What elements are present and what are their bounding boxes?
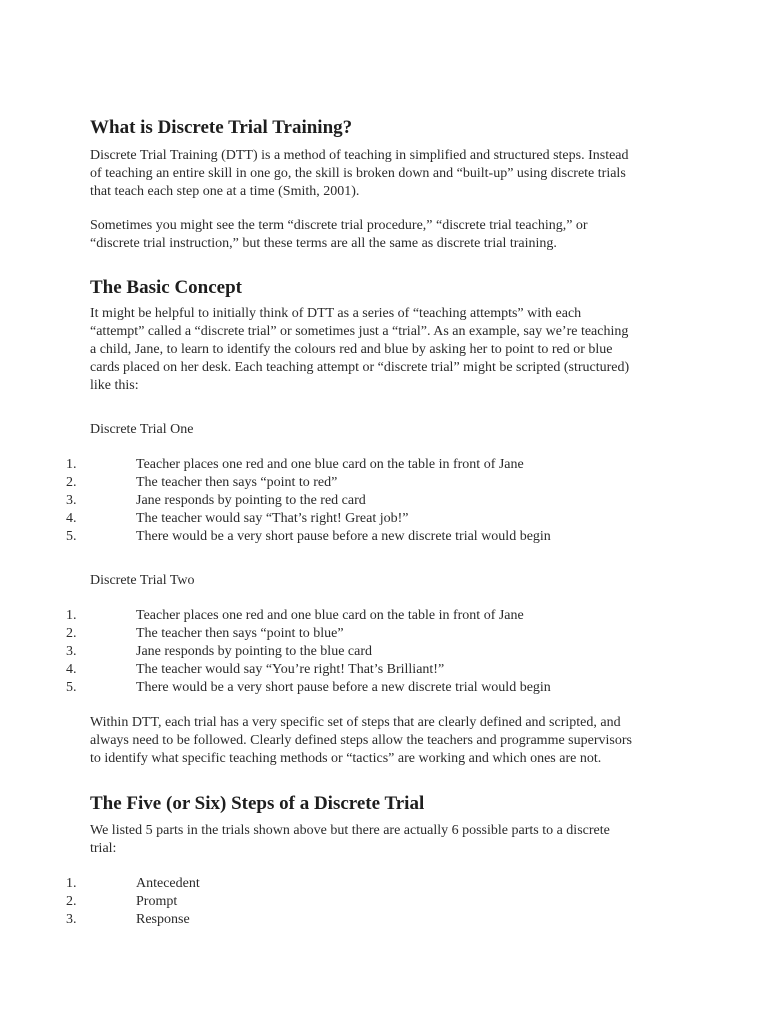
text-line: cards placed on her desk. Each teaching attempt or “discrete trial” might be scripted (structured) (90, 360, 630, 375)
list-item (0, 474, 768, 492)
list-number: 1. (66, 608, 77, 623)
text-line: Within DTT, each trial has a very specific set of steps that are clearly defined and scripted, and (90, 715, 621, 730)
list-item (0, 893, 768, 911)
list-text: Jane responds by pointing to the red card (136, 493, 366, 508)
trial-one-list (0, 456, 768, 546)
list-number: 2. (66, 475, 77, 490)
text-line: Discrete Trial Training (DTT) is a method of teaching in simplified and structured steps. Instead (90, 148, 629, 163)
list-item (0, 510, 768, 528)
trial-one-title: Discrete Trial One (90, 422, 194, 437)
text-line: We listed 5 parts in the trials shown above but there are actually 6 possible parts to a discrete (90, 823, 610, 838)
list-item (0, 875, 768, 893)
list-text: Teacher places one red and one blue card on the table in front of Jane (136, 457, 524, 472)
list-text: Jane responds by pointing to the blue card (136, 644, 373, 659)
list-text: The teacher then says “point to blue” (136, 626, 344, 641)
list-item (0, 625, 768, 643)
text-line: Sometimes you might see the term “discrete trial procedure,” “discrete trial teaching,” or (90, 218, 588, 233)
text-line: always need to be followed. Clearly defined steps allow the teachers and programme supervisors (90, 733, 632, 748)
list-number: 3. (66, 644, 77, 659)
list-item (0, 643, 768, 661)
text-line: a child, Jane, to learn to identify the colours red and blue by asking her to point to red or blue (90, 342, 613, 357)
paragraph-dtt-definition (90, 147, 690, 201)
list-number: 4. (66, 662, 77, 677)
heading-basic-concept: The Basic Concept (90, 277, 242, 298)
list-text: There would be a very short pause before a new discrete trial would begin (136, 529, 551, 544)
heading-what-is-dtt: What is Discrete Trial Training? (90, 117, 353, 138)
text-line: It might be helpful to initially think of DTT as a series of “teaching attempts” with each (90, 306, 582, 321)
list-item (0, 492, 768, 510)
list-text: The teacher then says “point to red” (136, 475, 338, 490)
list-number: 1. (66, 876, 77, 891)
trial-two-list (0, 607, 768, 697)
paragraph-parts-intro (90, 822, 690, 858)
list-number: 3. (66, 493, 77, 508)
paragraph-basic-concept (90, 305, 690, 395)
list-item (0, 528, 768, 546)
list-text: Prompt (136, 894, 178, 909)
list-number: 5. (66, 680, 77, 695)
text-line: that teach each step one at a time (Smith, 2001). (90, 184, 360, 199)
heading-five-six-steps: The Five (or Six) Steps of a Discrete Trial (90, 793, 425, 814)
list-text: The teacher would say “That’s right! Great job!” (136, 511, 409, 526)
list-text: The teacher would say “You’re right! That’s Brilliant!” (136, 662, 445, 677)
list-item (0, 911, 768, 929)
list-text: There would be a very short pause before a new discrete trial would begin (136, 680, 551, 695)
list-number: 1. (66, 457, 77, 472)
list-number: 2. (66, 894, 77, 909)
text-line: of teaching an entire skill in one go, the skill is broken down and “built-up” using discrete trials (90, 166, 626, 181)
text-line: “discrete trial instruction,” but these terms are all the same as discrete trial training. (90, 236, 557, 251)
paragraph-dtt-terms (90, 217, 690, 253)
list-number: 2. (66, 626, 77, 641)
list-number: 4. (66, 511, 77, 526)
list-text: Antecedent (136, 876, 200, 891)
paragraph-dtt-steps (90, 714, 690, 768)
list-text: Response (136, 912, 190, 927)
list-item (0, 456, 768, 474)
list-text: Teacher places one red and one blue card on the table in front of Jane (136, 608, 524, 623)
list-item (0, 679, 768, 697)
text-line: to identify what specific teaching methods or “tactics” are working and which ones are not. (90, 751, 602, 766)
list-item (0, 661, 768, 679)
list-number: 3. (66, 912, 77, 927)
list-number: 5. (66, 529, 77, 544)
text-line: “attempt” called a “discrete trial” or sometimes just a “trial”. As an example, say we’re teaching (90, 324, 629, 339)
list-item (0, 607, 768, 625)
trial-two-title: Discrete Trial Two (90, 573, 195, 588)
text-line: trial: (90, 841, 117, 856)
text-line: like this: (90, 378, 139, 393)
steps-list (0, 875, 768, 929)
